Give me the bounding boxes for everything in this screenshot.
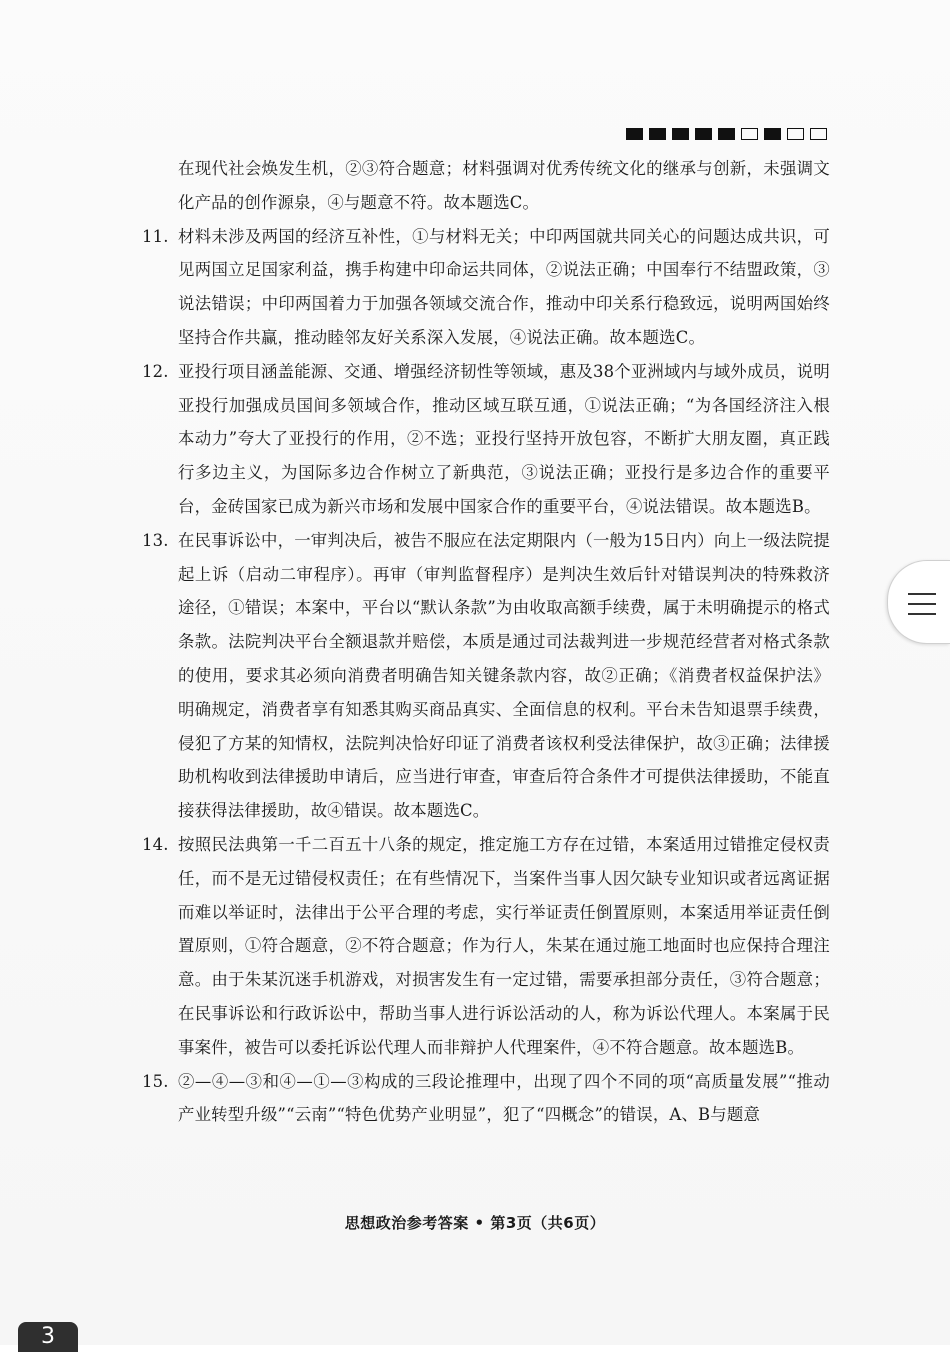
answer-content	[142, 152, 830, 1132]
menu-icon[interactable]	[887, 560, 950, 644]
question-number: 13.	[142, 530, 169, 550]
menu-line	[908, 593, 936, 595]
menu-line	[908, 613, 936, 615]
progress-markers	[626, 128, 827, 140]
filled-square-icon	[718, 128, 735, 140]
empty-square-icon	[810, 128, 827, 140]
question-15	[142, 1065, 830, 1133]
filled-square-icon	[764, 128, 781, 140]
question-explanation: 按照民法典第一千二百五十八条的规定，推定施工方存在过错，本案适用过错推定侵权责任，而不是无过错侵权责任；在有些情况下，当案件当事人因欠缺专业知识或者远离证据而难以举证时，法律出于公平合理的考虑，实行举证责任倒置原则，本案适用举证责任倒置原则，①符合题意，②不符合题意；作为行人，朱某在通过施工地面时也应保持合理注意。由于朱某沉迷手机游戏，对损害发生有一定过错，需要承担部分责任，③符合题意；在民事诉讼和行政诉讼中，帮助当事人进行诉讼活动的人，称为诉讼代理人。本案属于民事案件，被告可以委托诉讼代理人而非辩护人代理案件，④不符合题意。故本题选B。	[178, 834, 830, 1057]
menu-line	[908, 603, 936, 605]
question-number: 14.	[142, 834, 169, 854]
question-explanation: 亚投行项目涵盖能源、交通、增强经济韧性等领域，惠及38个亚洲域内与域外成员，说明亚投行加强成员国间多领域合作，推动区域互联互通，①说法正确；“为各国经济注入根本动力”夸大了亚投行的作用，②不选；亚投行坚持开放包容，不断扩大朋友圈，真正践行多边主义，为国际多边合作树立了新典范，③说法正确；亚投行是多边合作的重要平台，金砖国家已成为新兴市场和发展中国家合作的重要平台，④说法错误。故本题选B。	[178, 361, 830, 516]
question-number: 12.	[142, 361, 169, 381]
question-number: 15.	[142, 1071, 169, 1091]
question-14	[142, 828, 830, 1065]
question-explanation: ②—④—③和④—①—③构成的三段论推理中，出现了四个不同的项“高质量发展”“推动产业转型升级”“云南”“特色优势产业明显”，犯了“四概念”的错误，A、B与题意	[178, 1071, 830, 1125]
filled-square-icon	[649, 128, 666, 140]
question-11	[142, 220, 830, 355]
filled-square-icon	[672, 128, 689, 140]
empty-square-icon	[787, 128, 804, 140]
empty-square-icon	[741, 128, 758, 140]
question-explanation: 在民事诉讼中，一审判决后，被告不服应在法定期限内（一般为15日内）向上一级法院提起上诉（启动二审程序）。再审（审判监督程序）是判决生效后针对错误判决的特殊救济途径，①错误；本案中，平台以“默认条款”为由收取高额手续费，属于未明确提示的格式条款。法院判决平台全额退款并赔偿，本质是通过司法裁判进一步规范经营者对格式条款的使用，要求其必须向消费者明确告知关键条款内容，故②正确；《消费者权益保护法》明确规定，消费者享有知悉其购买商品真实、全面信息的权利。平台未告知退票手续费，侵犯了方某的知情权，法院判决恰好印证了消费者该权利受法律保护，故③正确；法律援助机构收到法律援助申请后，应当进行审查，审查后符合条件才可提供法律援助，不能直接获得法律援助，故④错误。故本题选C。	[178, 530, 830, 821]
continuation-paragraph: 在现代社会焕发生机，②③符合题意；材料强调对优秀传统文化的继承与创新，未强调文化产品的创作源泉，④与题意不符。故本题选C。	[178, 159, 830, 212]
question-12	[142, 355, 830, 524]
question-number: 11.	[142, 226, 169, 246]
filled-square-icon	[695, 128, 712, 140]
page-number-badge[interactable]: 3	[18, 1322, 78, 1352]
question-13	[142, 524, 830, 828]
filled-square-icon	[626, 128, 643, 140]
page-footer: 思想政治参考答案 • 第3页（共6页）	[344, 1214, 606, 1232]
question-explanation: 材料未涉及两国的经济互补性，①与材料无关；中印两国就共同关心的问题达成共识，可见两国立足国家利益，携手构建中印命运共同体，②说法正确；中国奉行不结盟政策，③说法错误；中印两国着力于加强各领域交流合作，推动中印关系行稳致远，说明两国始终坚持合作共赢，推动睦邻友好关系深入发展，④说法正确。故本题选C。	[178, 226, 830, 347]
